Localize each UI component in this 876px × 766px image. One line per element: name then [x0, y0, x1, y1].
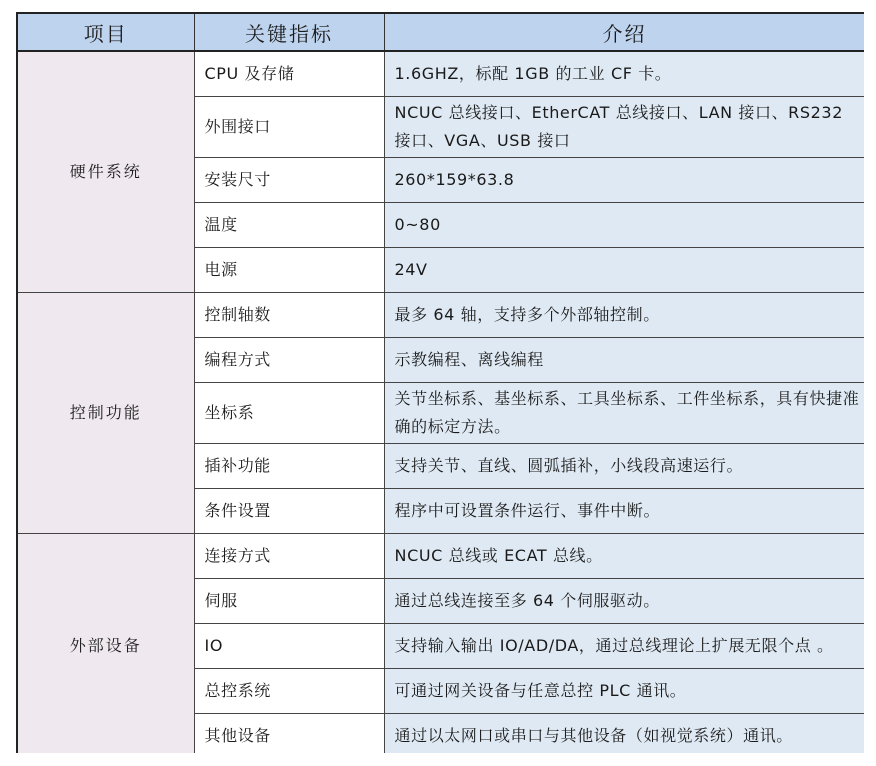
table-row	[17, 51, 864, 97]
row-key: 编程方式	[194, 338, 384, 383]
header-description: 介绍	[384, 13, 864, 51]
row-desc: 260*159*63.8	[384, 158, 864, 203]
header-key-indicator: 关键指标	[194, 13, 384, 51]
header-item: 项目	[17, 13, 194, 51]
table-header-row	[17, 13, 864, 51]
row-desc: 支持输入输出 IO/AD/DA，通过总线理论上扩展无限个点 。	[384, 624, 864, 669]
table-row	[17, 293, 864, 338]
row-desc: 可通过网关设备与任意总控 PLC 通讯。	[384, 669, 864, 714]
row-key: 坐标系	[194, 383, 384, 444]
row-desc: NCUC 总线接口、EtherCAT 总线接口、LAN 接口、RS232 接口、VGA、USB 接口	[384, 97, 864, 158]
row-desc: 通过以太网口或串口与其他设备（如视觉系统）通讯。	[384, 714, 864, 754]
row-desc: 24V	[384, 248, 864, 293]
row-key: 控制轴数	[194, 293, 384, 338]
row-key: 条件设置	[194, 489, 384, 534]
row-key: 电源	[194, 248, 384, 293]
row-desc: 支持关节、直线、圆弧插补，小线段高速运行。	[384, 444, 864, 489]
group-hardware: 硬件系统	[17, 51, 194, 293]
group-external-devices: 外部设备	[17, 534, 194, 754]
row-key: 安装尺寸	[194, 158, 384, 203]
row-key: 伺服	[194, 579, 384, 624]
row-key: IO	[194, 624, 384, 669]
row-key: 总控系统	[194, 669, 384, 714]
row-desc: 1.6GHZ，标配 1GB 的工业 CF 卡。	[384, 51, 864, 97]
row-key: 插补功能	[194, 444, 384, 489]
table-row	[17, 534, 864, 579]
row-desc: 最多 64 轴，支持多个外部轴控制。	[384, 293, 864, 338]
group-control: 控制功能	[17, 293, 194, 534]
row-key: 其他设备	[194, 714, 384, 754]
row-desc: NCUC 总线或 ECAT 总线。	[384, 534, 864, 579]
row-desc: 通过总线连接至多 64 个伺服驱动。	[384, 579, 864, 624]
row-key: CPU 及存储	[194, 51, 384, 97]
row-desc: 关节坐标系、基坐标系、工具坐标系、工件坐标系，具有快捷准确的标定方法。	[384, 383, 864, 444]
row-key: 温度	[194, 203, 384, 248]
spec-table-container	[16, 12, 864, 753]
row-desc: 程序中可设置条件运行、事件中断。	[384, 489, 864, 534]
row-desc: 示教编程、离线编程	[384, 338, 864, 383]
row-desc: 0~80	[384, 203, 864, 248]
row-key: 外围接口	[194, 97, 384, 158]
row-key: 连接方式	[194, 534, 384, 579]
spec-table	[16, 12, 864, 753]
